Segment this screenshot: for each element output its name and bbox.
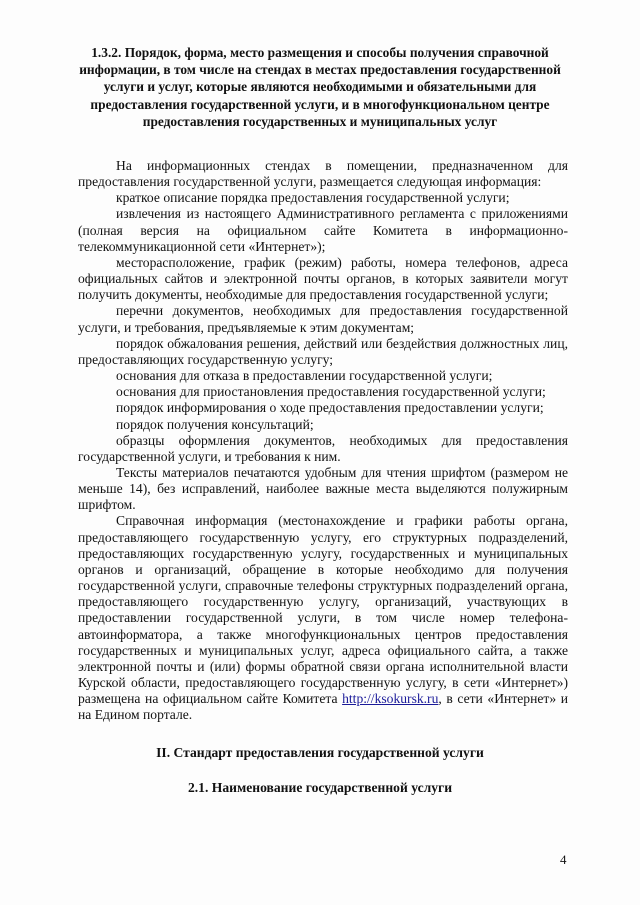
subsection-title: 2.1. Наименование государственной услуги: [187, 780, 453, 795]
section-title: II. Стандарт предоставления государственной услуги: [156, 745, 484, 760]
list-item: краткое описание порядка предоставления государственной услуги;: [116, 190, 510, 206]
website-link[interactable]: http://ksokursk.ru: [342, 691, 439, 707]
list-item: основания для приостановления предоставления государственной услуги;: [116, 384, 546, 400]
paragraph-text-end: , в сети «Интернет» и на Едином портале.: [78, 691, 568, 723]
list-item: основания для отказа в предоставлении государственной услуги;: [116, 368, 493, 384]
list-item: порядок получения консультаций;: [116, 416, 314, 432]
list-item: извлечения из настоящего Административного регламента с приложениями (полная версия на официальном сайте Комитета в информационно-телекоммуникационной сети «Интернет»);: [78, 206, 568, 254]
paragraph-text: Справочная информация (местонахождение и графики работы органа, предоставляющего государственную услугу, его структурных подразделений, предоставляющих государственную услугу, государственных и муниципальных органов и организаций, обращение в которые необходимо для получения государственной услуги, справочные телефоны структурных подразделений органа, предоставляющего государственную услугу, организаций, участвующих в предоставлении государственной услуги, в том числе номер телефона-автоинформатора, а также многофункциональных центров предоставления государственных и муниципальных услуг, адреса официального сайта, а также электронной почты и (или) формы обратной связи органа исполнительной власти Курской области, предоставляющего государственную услугу, в сети «Интернет») размещена на официальном сайте Комитета: [78, 513, 568, 707]
section-heading: 1.3.2. Порядок, форма, место размещения и способы получения справочной информации, в том числе на стендах в местах предоставления государственной услуги и услуг, которые являются необходимыми и обязательными для предоставления государственной услуги, и в многофункциональном центре предоставления государственных и муниципальных услуг: [79, 45, 561, 129]
list-item: перечни документов, необходимых для предоставления государственной услуги, и требования, предъявляемые к этим документам;: [78, 303, 568, 335]
list-item: образцы оформления документов, необходимых для предоставления государственной услуги, и требования к ним.: [78, 432, 568, 464]
list-item: месторасположение, график (режим) работы, номера телефонов, адреса официальных сайтов и электронной почты органов, в которых заявители могут получить документы, необходимые для предоставления государственной услуги;: [78, 254, 568, 303]
document-body: [78, 158, 568, 723]
list-item: порядок информирования о ходе предоставления предоставлении услуги;: [116, 400, 544, 416]
page-number: 4: [560, 852, 567, 867]
list-item: порядок обжалования решения, действий или бездействия должностных лиц, предоставляющих государственную услугу;: [78, 335, 568, 367]
paragraph: Тексты материалов печатаются удобным для чтения шрифтом (размером не меньше 14), без исправлений, наиболее важные места выделяются полужирным шрифтом.: [78, 464, 568, 513]
paragraph-reference-info: [78, 513, 568, 723]
paragraph: На информационных стендах в помещении, предназначенном для предоставления государственной услуги, размещается следующая информация:: [78, 158, 568, 190]
